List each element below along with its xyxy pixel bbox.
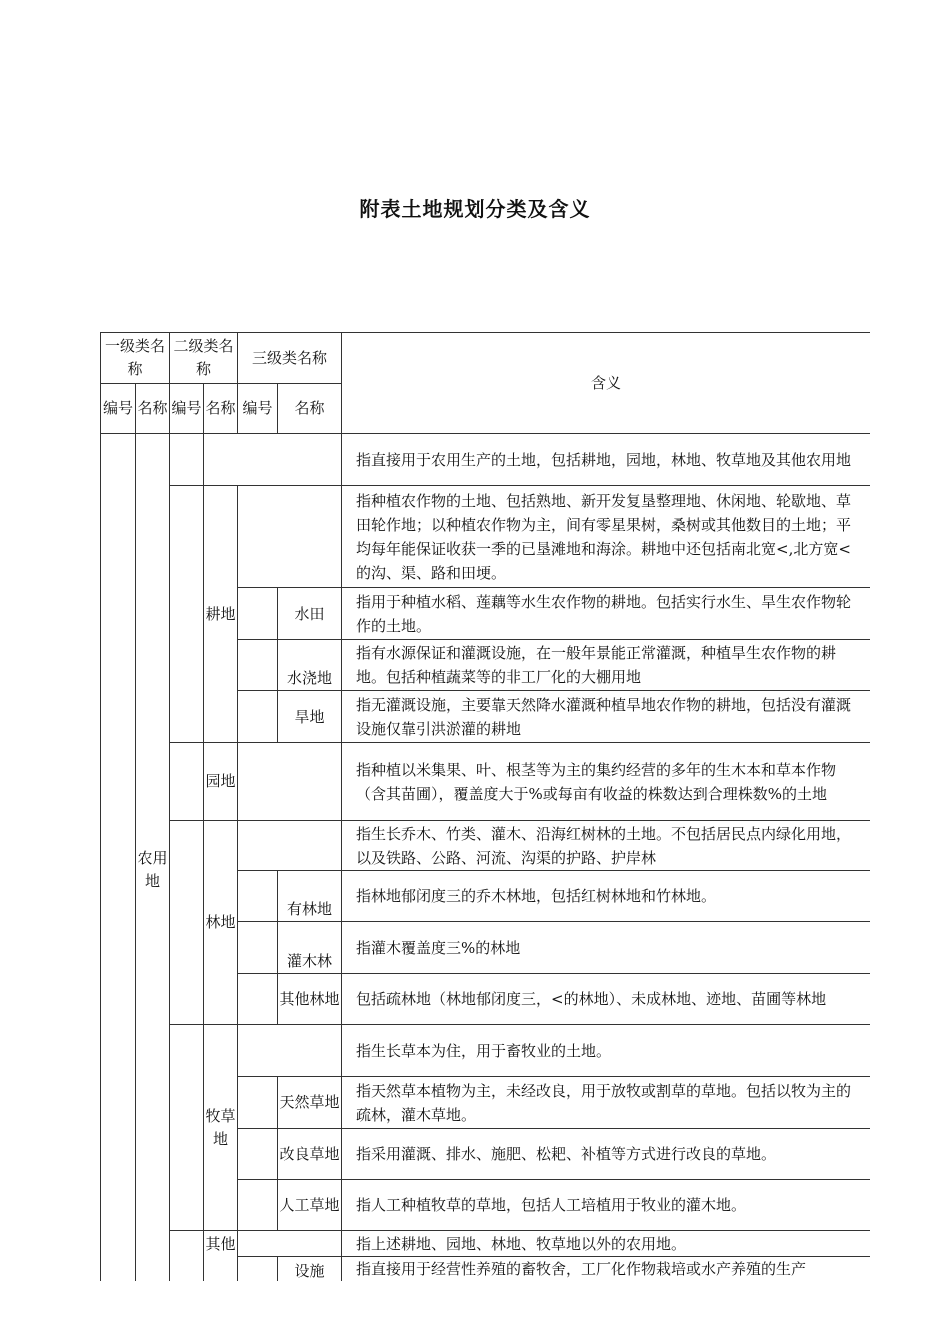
code-cell xyxy=(238,974,278,1025)
level3-natural-grass: 天然草地 xyxy=(278,1077,342,1129)
land-classification-table xyxy=(100,332,870,1281)
name-cell xyxy=(238,743,342,821)
level3-shrub: 灌木林 xyxy=(278,922,342,974)
meaning-forest: 指生长乔木、竹类、灌木、沿海红树林的土地。不包括居民点内绿化用地，以及铁路、公路、河流、沟渠的护路、护岸林 xyxy=(342,821,870,871)
meaning-artificial-grass: 指人工种植牧草的草地，包括人工培植用于牧业的灌木地。 xyxy=(342,1180,870,1231)
meaning-farmland: 指直接用于农用生产的土地，包括耕地，园地，林地、牧草地及其他农用地 xyxy=(342,434,870,486)
header-code: 编号 xyxy=(238,384,278,434)
code-cell xyxy=(238,1180,278,1231)
meaning-facility: 指直接用于经营性养殖的畜牧舍，工厂化作物栽培或水产养殖的生产 xyxy=(342,1257,870,1282)
level3-other-forest: 其他林地 xyxy=(278,974,342,1025)
code-cell xyxy=(170,1231,204,1282)
header-name: 名称 xyxy=(204,384,238,434)
level2-garden: 园地 xyxy=(204,743,238,821)
code-cell xyxy=(238,871,278,922)
level2-other: 其他 xyxy=(204,1231,238,1282)
code-cell xyxy=(170,743,204,821)
level1-name: 农用地 xyxy=(136,434,170,1282)
level1-code-cell xyxy=(101,434,136,1282)
level3-dryland: 旱地 xyxy=(278,691,342,743)
code-cell xyxy=(170,1025,204,1231)
page-title: 附表土地规划分类及含义 xyxy=(359,197,591,221)
level3-arbor: 有林地 xyxy=(278,871,342,922)
meaning-arbor: 指林地郁闭度三的乔木林地，包括红树林地和竹林地。 xyxy=(342,871,870,922)
name-cell xyxy=(204,434,342,486)
level3-artificial-grass: 人工草地 xyxy=(278,1180,342,1231)
meaning-irrigated: 指有水源保证和灌溉设施，在一般年景能正常灌溉，种植旱生农作物的耕地。包括种植蔬菜等的非工厂化的大棚用地 xyxy=(342,640,870,691)
level2-grassland: 牧草地 xyxy=(204,1025,238,1231)
code-cell xyxy=(170,486,204,743)
code-cell xyxy=(238,588,278,640)
header-name: 名称 xyxy=(136,384,170,434)
meaning-other: 指上述耕地、园地、林地、牧草地以外的农用地。 xyxy=(342,1231,870,1257)
code-cell xyxy=(238,1077,278,1129)
meaning-paddy: 指用于种植水稻、莲藕等水生农作物的耕地。包括实行水生、旱生农作物轮作的土地。 xyxy=(342,588,870,640)
level3-paddy: 水田 xyxy=(278,588,342,640)
header-level2: 二级类名称 xyxy=(170,333,238,384)
level3-improved-grass: 改良草地 xyxy=(278,1129,342,1180)
code-cell xyxy=(170,821,204,1025)
header-level1: 一级类名称 xyxy=(101,333,170,384)
meaning-dryland: 指无灌溉设施，主要靠天然降水灌溉种植旱地农作物的耕地，包括没有灌溉设施仅靠引洪淤灌的耕地 xyxy=(342,691,870,743)
header-level3: 三级类名称 xyxy=(238,333,342,384)
level2-forest: 林地 xyxy=(204,821,238,1025)
name-cell xyxy=(238,1025,342,1077)
header-code: 编号 xyxy=(170,384,204,434)
code-cell xyxy=(238,640,278,691)
meaning-other-forest: 包括疏林地（林地郁闭度三，<的林地）、未成林地、迹地、苗圃等林地 xyxy=(342,974,870,1025)
meaning-improved-grass: 指采用灌溉、排水、施肥、松耙、补植等方式进行改良的草地。 xyxy=(342,1129,870,1180)
header-code: 编号 xyxy=(101,384,136,434)
name-cell xyxy=(238,821,342,871)
level3-facility: 设施 xyxy=(278,1257,342,1282)
code-cell xyxy=(238,691,278,743)
code-cell xyxy=(238,922,278,974)
level3-irrigated: 水浇地 xyxy=(278,640,342,691)
meaning-natural-grass: 指天然草本植物为主，未经改良，用于放牧或割草的草地。包括以牧为主的疏林，灌木草地。 xyxy=(342,1077,870,1129)
header-name: 名称 xyxy=(278,384,342,434)
name-cell xyxy=(238,1231,342,1257)
code-cell xyxy=(238,1129,278,1180)
meaning-garden: 指种植以米集果、叶、根茎等为主的集约经营的多年的生木本和草本作物（含其苗圃），覆盖度大于%或每亩有收益的株数达到合理株数%的土地 xyxy=(342,743,870,821)
level2-cultivated: 耕地 xyxy=(204,486,238,743)
header-meaning: 含义 xyxy=(342,333,870,434)
meaning-cultivated: 指种植农作物的土地、包括熟地、新开发复垦整理地、休闲地、轮歇地、草田轮作地；以种植农作物为主，间有零星果树，桑树或其他数目的土地；平均每年能保证收获一季的已垦滩地和海涂。耕地中还包括南北宽<,北方宽<的沟、渠、路和田埂。 xyxy=(342,486,870,588)
code-cell xyxy=(170,434,204,486)
name-cell xyxy=(238,486,342,588)
meaning-shrub: 指灌木覆盖度三%的林地 xyxy=(342,922,870,974)
code-cell xyxy=(238,1257,278,1282)
meaning-grassland: 指生长草本为住，用于畜牧业的土地。 xyxy=(342,1025,870,1077)
